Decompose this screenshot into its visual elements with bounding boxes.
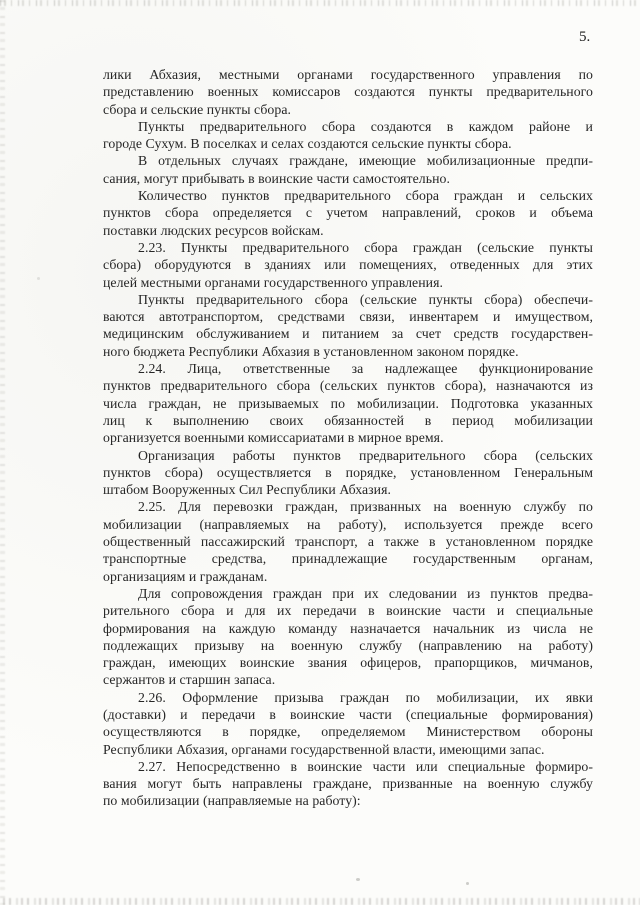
text-line: пунктов предварительного сбора (сельских пунктов сбора), назначаются из bbox=[103, 378, 593, 394]
text-line: организациям и гражданам. bbox=[103, 568, 268, 584]
text-line: сержантов и старшин запаса. bbox=[103, 672, 276, 688]
text-line: медицинским обслуживанием и питанием за счет средств государствен- bbox=[103, 326, 593, 342]
text-line: сания, могут прибывать в воинские части самостоятельно. bbox=[103, 170, 450, 186]
text-line: сбора и сельские пункты сбора. bbox=[103, 101, 292, 117]
scan-artifact-top-edge bbox=[0, 0, 640, 6]
paragraph bbox=[103, 360, 593, 446]
text-line: В отдельных случаях граждане, имеющие мобилизационные предпи- bbox=[138, 153, 593, 169]
text-line: формирования на каждую команду назначается начальник из числа не bbox=[103, 620, 593, 636]
text-line: (доставки) и передачи в воинские части (специальные формирования) bbox=[103, 706, 593, 722]
text-line: осуществляются в порядке, определяемом Министерством обороны bbox=[103, 724, 593, 740]
text-line: вания могут быть направлены граждане, призванные на военную службу bbox=[103, 776, 593, 792]
paragraph bbox=[103, 498, 593, 584]
paragraph bbox=[103, 758, 593, 810]
scan-artifact-speck bbox=[466, 882, 469, 885]
text-line: Республики Абхазия, органами государственной власти, имеющими запас. bbox=[103, 741, 545, 757]
scan-artifact-bottom-edge bbox=[0, 898, 640, 905]
document-text bbox=[103, 66, 593, 810]
text-line: сбора) оборудуются в зданиях или помещениях, отведенных для этих bbox=[103, 257, 593, 273]
text-line: пунктов сбора) осуществляется в порядке, установленном Генеральным bbox=[103, 464, 593, 480]
text-line: по мобилизации (направляемые на работу): bbox=[103, 793, 361, 809]
scan-artifact-speck bbox=[356, 878, 360, 881]
paragraph bbox=[103, 118, 593, 153]
text-line: ваются автотранспортом, средствами связи, инвентарем и имуществом, bbox=[103, 309, 593, 325]
text-line: 2.25. Для перевозки граждан, призванных на военную службу по bbox=[138, 499, 593, 515]
text-line: 2.23. Пункты предварительного сбора граждан (сельские пункты bbox=[138, 239, 593, 255]
paragraph bbox=[103, 239, 593, 291]
text-line: Пункты предварительного сбора (сельские пункты сбора) обеспечи- bbox=[138, 291, 593, 307]
paragraph bbox=[103, 447, 593, 499]
scan-artifact-speck bbox=[37, 277, 40, 280]
paragraph bbox=[103, 291, 593, 360]
text-line: целей местными органами государственного управления. bbox=[103, 274, 443, 290]
text-line: Пункты предварительного сбора создаются в каждом районе и bbox=[138, 118, 593, 134]
text-line: Количество пунктов предварительного сбора граждан и сельских bbox=[138, 188, 593, 204]
paragraph bbox=[103, 66, 593, 118]
text-line: рительного сбора и для их передачи в воинские части и специальные bbox=[103, 603, 593, 619]
text-line: организуется военными комиссариатами в мирное время. bbox=[103, 430, 444, 446]
text-line: штабом Вооруженных Сил Республики Абхазия. bbox=[103, 482, 391, 498]
text-line: лики Абхазия, местными органами государственного управления по bbox=[103, 67, 593, 82]
text-line: Организация работы пунктов предварительного сбора (сельских bbox=[138, 447, 593, 463]
text-line: подлежащих призыву на военную службу (направлению на работу) bbox=[103, 637, 593, 653]
text-line: общественный пассажирский транспорт, а также в установленном порядке bbox=[103, 534, 593, 550]
text-line: транспортные средства, принадлежащие государственным органам, bbox=[103, 551, 593, 567]
paragraph bbox=[103, 585, 593, 689]
text-line: пунктов сбора определяется с учетом направлений, сроков и объема bbox=[103, 205, 593, 221]
text-line: ного бюджета Республики Абхазия в установленном законом порядке. bbox=[103, 343, 519, 359]
text-line: 2.24. Лица, ответственные за надлежащее функционирование bbox=[138, 361, 593, 377]
paragraph bbox=[103, 152, 593, 187]
text-line: числа граждан, не призываемых по мобилизации. Подготовка указанных bbox=[103, 395, 593, 411]
text-line: лиц к выполнению своих обязанностей в период мобилизации bbox=[103, 412, 593, 428]
paragraph bbox=[103, 689, 593, 758]
text-line: 2.27. Непосредственно в воинские части или специальные формиро- bbox=[138, 758, 593, 774]
text-line: 2.26. Оформление призыва граждан по мобилизации, их явки bbox=[138, 689, 593, 705]
text-line: Для сопровождения граждан при их следовании из пунктов предва- bbox=[138, 585, 593, 601]
page-number: 5. bbox=[579, 29, 591, 45]
text-line: граждан, имеющих воинские звания офицеров, прапорщиков, мичманов, bbox=[103, 655, 593, 671]
text-line: мобилизации (направляемых на работу), используется прежде всего bbox=[103, 516, 593, 532]
text-line: представлению военных комиссаров создаются пункты предварительного bbox=[103, 84, 593, 100]
scan-artifact-left-edge bbox=[0, 0, 5, 905]
text-line: поставки людских ресурсов войскам. bbox=[103, 222, 324, 238]
paragraph bbox=[103, 187, 593, 239]
text-line: городе Сухум. В поселках и селах создаются сельские пункты сбора. bbox=[103, 136, 512, 152]
